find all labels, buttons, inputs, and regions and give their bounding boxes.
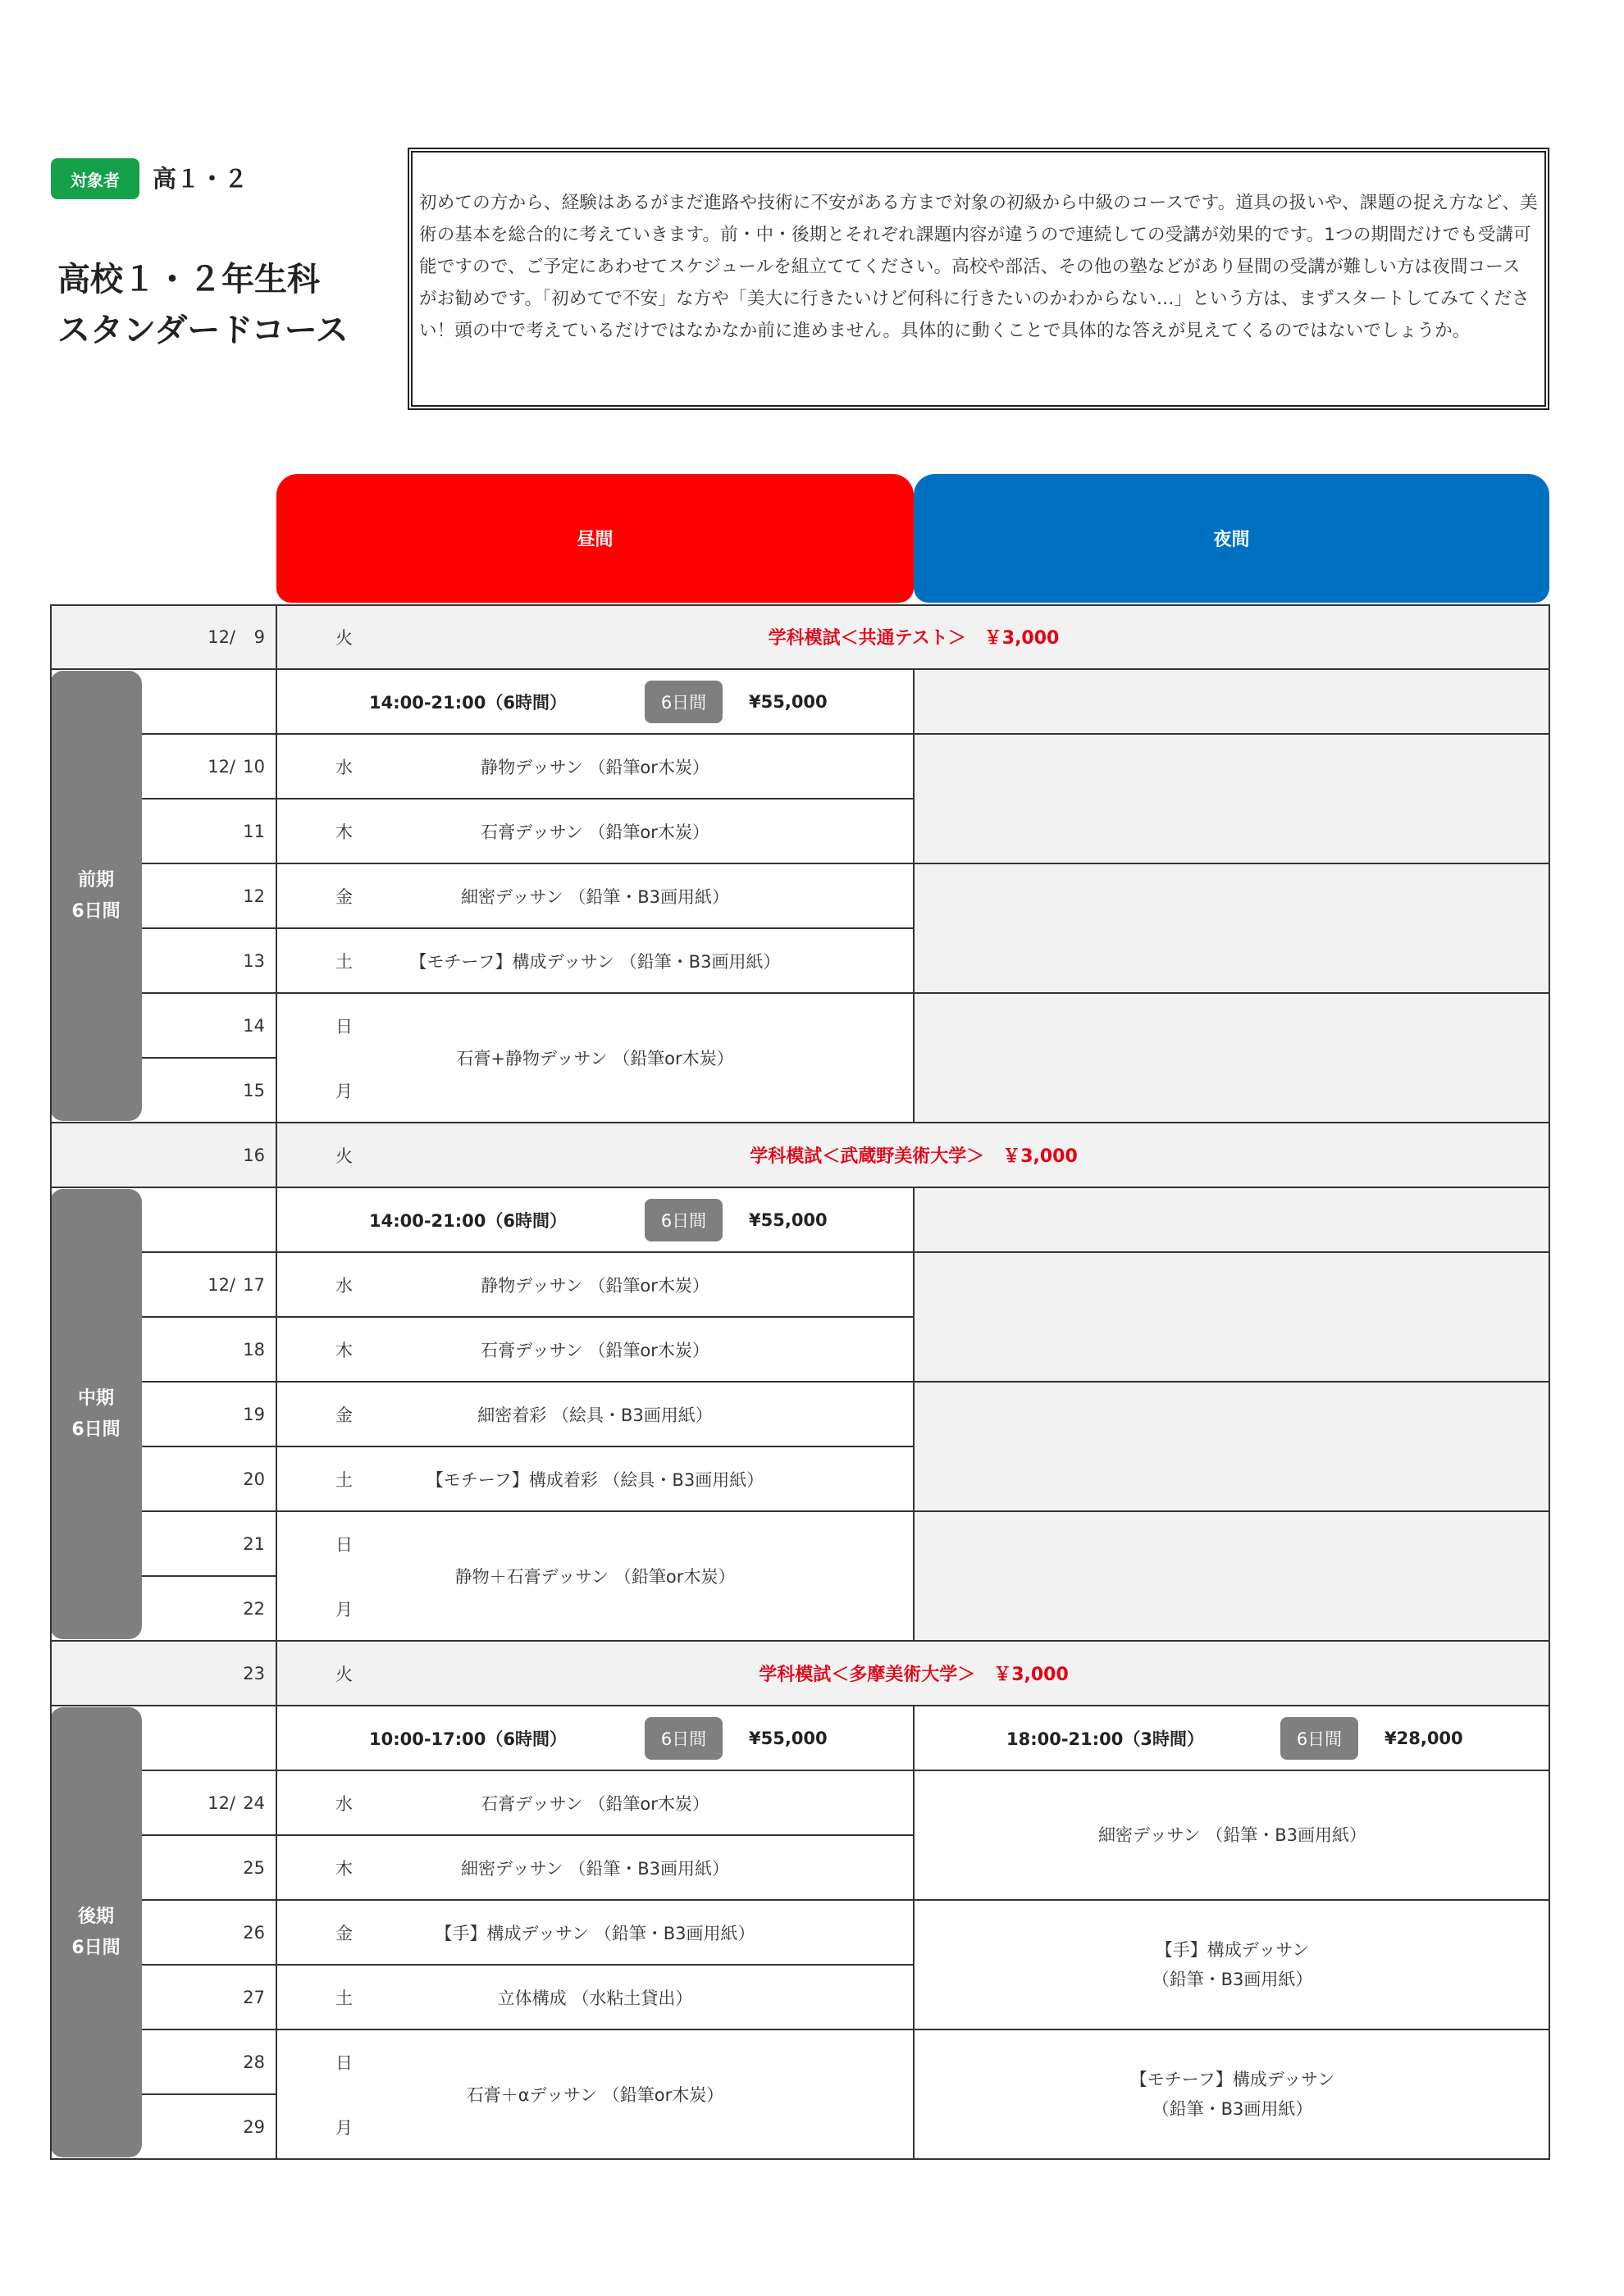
day-class: 【モチーフ】構成着彩 （絵具・B3画用紙） xyxy=(426,1469,764,1490)
exam-event: 学科模試＜共通テスト＞ ￥3,000 xyxy=(768,628,1060,649)
date-weekday: 日 xyxy=(335,1534,353,1555)
term-label: 中期 xyxy=(77,1387,114,1409)
date-weekday: 水 xyxy=(335,1793,353,1814)
date-day: 9 xyxy=(253,626,265,647)
date-day: 13 xyxy=(243,950,265,971)
day-class: 石膏＋αデッサン （鉛筆or木炭） xyxy=(466,2085,724,2105)
session-time: 10:00-17:00（6時間） xyxy=(369,1729,568,1749)
duration-pill: 6日間 xyxy=(645,1717,723,1760)
duration-pill: 6日間 xyxy=(1280,1717,1358,1760)
duration-pill: 6日間 xyxy=(645,681,723,723)
date-weekday: 木 xyxy=(335,1340,353,1360)
night-class xyxy=(915,1770,1550,1900)
date-weekday: 火 xyxy=(335,1664,353,1684)
exam-event: 学科模試＜多摩美術大学＞ ￥3,000 xyxy=(759,1665,1069,1685)
date-day: 27 xyxy=(243,1987,265,2007)
date-weekday: 土 xyxy=(335,951,353,972)
day-class: 石膏デッサン （鉛筆or木炭） xyxy=(481,1793,709,1814)
day-class: 静物デッサン （鉛筆or木炭） xyxy=(481,757,709,777)
night-class-title: 細密デッサン （鉛筆・B3画用紙） xyxy=(1098,1825,1366,1845)
date-day: 24 xyxy=(243,1793,265,1813)
day-session-info xyxy=(277,1187,913,1252)
class-date xyxy=(142,2094,353,2159)
night-class-title: 【手】構成デッサン xyxy=(1155,1940,1310,1960)
night-class-title: 【モチーフ】構成デッサン xyxy=(1129,2070,1335,2089)
date-weekday: 月 xyxy=(335,2117,353,2138)
date-weekday: 日 xyxy=(335,1016,353,1036)
date-weekday: 土 xyxy=(335,1469,353,1490)
date-weekday: 木 xyxy=(335,822,353,842)
class-date xyxy=(142,1058,353,1123)
date-weekday: 金 xyxy=(335,1405,353,1425)
description-text: 初めての方から、経験はあるがまだ進路や技術に不安がある方まで対象の初級から中級のコースです。道具の扱いや、課題の捉え方など、美術の基本を総合的に考えていきます。前・中・後期とそれぞれ課題内容が違うので連続しての受講が効果的です。1つの期間だけでも受講可能ですので、ご予定にあわせてスケジュールを組立ててください。高校や部活、その他の塾などがあり昼間の受講が難しい方は夜間コースがお勧めです。「初めてで不安」な方や「美大に行きたいけど何科に行きたいのかわからない…」という方は、まずスタートしてみてください！頭の中で考えているだけではなかなか前に進めません。具体的に動くことで具体的な答えが見えてくるのではないでしょうか。 xyxy=(419,193,1538,341)
term-label: 前期 xyxy=(77,869,114,891)
class-date xyxy=(142,1965,353,2029)
day-class: 静物＋石膏デッサン （鉛筆or木炭） xyxy=(454,1567,736,1587)
session-price: ¥55,000 xyxy=(749,691,828,712)
night-class xyxy=(915,1900,1550,2029)
class-date xyxy=(142,928,353,993)
class-date xyxy=(142,1446,353,1511)
day-class: 石膏+静物デッサン （鉛筆or木炭） xyxy=(456,1049,734,1068)
term-label: 後期 xyxy=(77,1906,114,1927)
divider xyxy=(913,669,915,1123)
class-date xyxy=(142,993,353,1058)
class-date xyxy=(142,1900,353,1965)
session-price: ¥55,000 xyxy=(749,1210,828,1230)
exam-date xyxy=(142,1123,353,1187)
exam-event: 学科模試＜武蔵野美術大学＞ ￥3,000 xyxy=(750,1146,1078,1167)
class-date xyxy=(142,734,353,799)
date-month: 12/ xyxy=(208,756,235,777)
date-weekday: 金 xyxy=(335,886,353,907)
session-time: 18:00-21:00（3時間） xyxy=(1006,1729,1205,1749)
date-day: 19 xyxy=(243,1404,265,1424)
column-header-night: 夜間 xyxy=(914,474,1549,603)
column-header-day: 昼間 xyxy=(276,474,914,603)
date-day: 16 xyxy=(243,1145,265,1165)
class-date xyxy=(142,799,353,863)
class-date xyxy=(142,1382,353,1446)
term-duration: 6日間 xyxy=(71,900,121,922)
session-price: ¥55,000 xyxy=(749,1728,828,1748)
night-class xyxy=(915,2029,1550,2159)
date-month: 12/ xyxy=(208,626,235,647)
date-weekday: 木 xyxy=(335,1858,353,1879)
day-class: 【手】構成デッサン （鉛筆・B3画用紙） xyxy=(435,1923,755,1943)
course-title-line1: 高校１・２年生科 xyxy=(57,261,320,298)
target-badge: 対象者 xyxy=(51,158,139,199)
date-day: 11 xyxy=(243,821,265,841)
session-price: ¥28,000 xyxy=(1385,1728,1463,1748)
day-session-info xyxy=(277,669,913,734)
class-date xyxy=(142,1835,353,1900)
date-month: 12/ xyxy=(208,1793,235,1813)
divider xyxy=(913,1187,915,1641)
date-day: 18 xyxy=(243,1339,265,1360)
day-class: 石膏デッサン （鉛筆or木炭） xyxy=(481,1340,709,1360)
night-class-materials: （鉛筆・B3画用紙） xyxy=(1152,1970,1313,1989)
day-session-info xyxy=(277,1706,913,1770)
day-class: 石膏デッサン （鉛筆or木炭） xyxy=(481,822,709,842)
night-session-info xyxy=(915,1706,1550,1770)
class-date xyxy=(142,1576,353,1641)
date-weekday: 日 xyxy=(335,2052,353,2073)
class-date xyxy=(142,1252,353,1317)
schedule-table xyxy=(50,604,1550,2160)
class-date xyxy=(142,2029,353,2094)
date-weekday: 月 xyxy=(335,1081,353,1101)
date-day: 22 xyxy=(243,1598,265,1619)
description-box xyxy=(408,148,1549,410)
exam-date xyxy=(142,1641,353,1706)
class-date xyxy=(142,863,353,928)
day-class: 静物デッサン （鉛筆or木炭） xyxy=(481,1275,709,1296)
course-title xyxy=(57,254,349,356)
date-weekday: 水 xyxy=(335,757,353,777)
day-class: 立体構成 （水粘土貸出） xyxy=(497,1988,693,2008)
target-value: 高１・２ xyxy=(153,165,249,193)
date-weekday: 月 xyxy=(335,1599,353,1620)
course-title-line2: スタンダードコース xyxy=(57,312,349,349)
term-duration: 6日間 xyxy=(71,1419,121,1440)
date-day: 25 xyxy=(243,1857,265,1878)
date-day: 14 xyxy=(243,1015,265,1036)
date-day: 23 xyxy=(243,1663,265,1683)
date-day: 26 xyxy=(243,1922,265,1943)
exam-date xyxy=(142,604,353,669)
date-month: 12/ xyxy=(208,1274,235,1295)
night-class-materials: （鉛筆・B3画用紙） xyxy=(1152,2099,1313,2119)
date-day: 28 xyxy=(243,2052,265,2072)
day-class: 細密デッサン （鉛筆・B3画用紙） xyxy=(461,886,729,907)
date-day: 15 xyxy=(243,1080,265,1100)
date-weekday: 火 xyxy=(335,1146,353,1166)
date-weekday: 火 xyxy=(335,627,353,648)
date-day: 21 xyxy=(243,1533,265,1554)
day-class: 細密着彩 （絵具・B3画用紙） xyxy=(477,1405,713,1425)
date-day: 20 xyxy=(243,1469,265,1489)
date-weekday: 土 xyxy=(335,1988,353,2008)
day-class: 【モチーフ】構成デッサン （鉛筆・B3画用紙） xyxy=(409,951,781,972)
session-time: 14:00-21:00（6時間） xyxy=(369,692,568,713)
date-day: 12 xyxy=(243,886,265,906)
date-weekday: 水 xyxy=(335,1275,353,1296)
class-date xyxy=(142,1317,353,1382)
duration-pill: 6日間 xyxy=(645,1199,723,1241)
date-day: 10 xyxy=(243,756,265,777)
day-class: 細密デッサン （鉛筆・B3画用紙） xyxy=(461,1858,729,1879)
session-time: 14:00-21:00（6時間） xyxy=(369,1210,568,1231)
date-day: 29 xyxy=(243,2116,265,2137)
date-day: 17 xyxy=(243,1274,265,1295)
class-date xyxy=(142,1770,353,1835)
class-date xyxy=(142,1511,353,1576)
date-weekday: 金 xyxy=(335,1923,353,1943)
term-duration: 6日間 xyxy=(71,1937,121,1958)
